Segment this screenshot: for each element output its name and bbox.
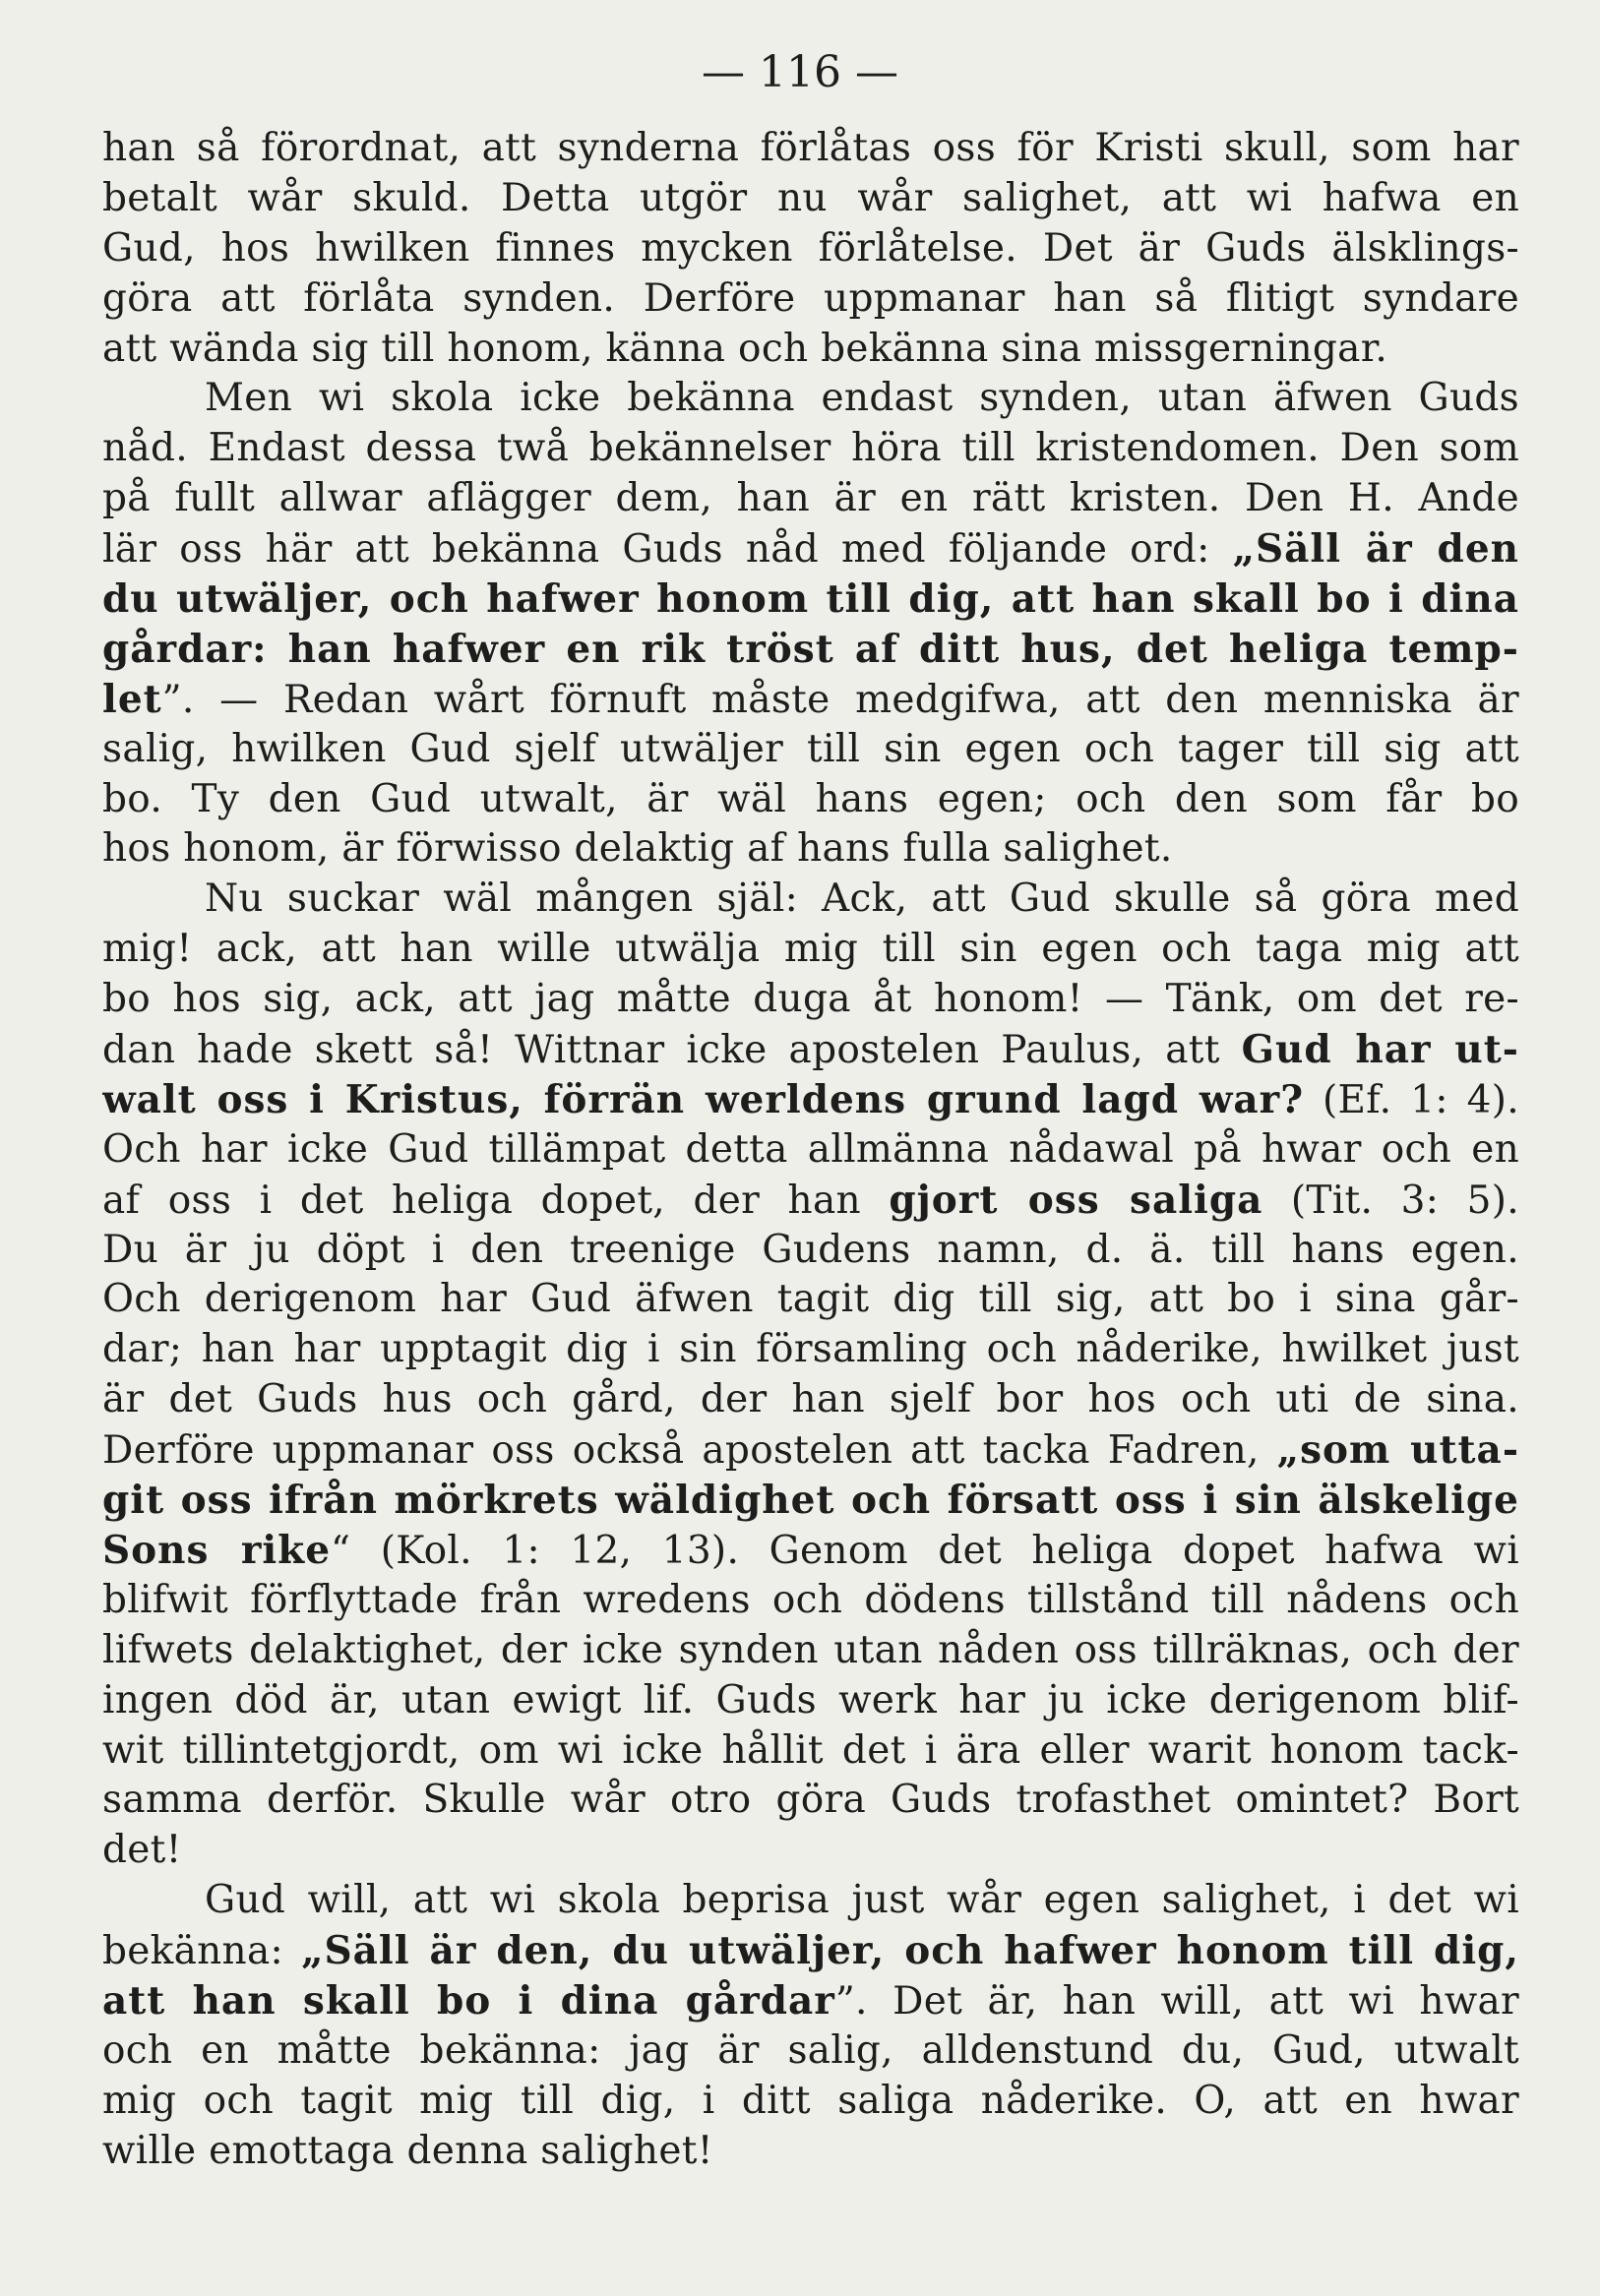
text-line <box>102 1876 1519 1926</box>
text-line <box>102 1176 1519 1226</box>
text-run: dar; han har upptagit dig i sin församling och nåderike, hwilket just <box>102 1327 1519 1372</box>
text-line <box>102 775 1519 825</box>
bold-quote: „som utta- <box>1276 1427 1519 1474</box>
bold-quote: Gud har ut- <box>1241 1027 1519 1073</box>
text-run: mig! ack, att han wille utwälja mig till sin egen och taga mig att <box>102 927 1519 972</box>
text-line <box>102 1926 1519 1976</box>
text-line <box>102 875 1519 925</box>
text-run: af oss i det heliga dopet, der han <box>102 1178 890 1223</box>
text-line <box>102 975 1519 1025</box>
text-run: Derföre uppmanar oss också apostelen att tacka Fadren, <box>102 1428 1277 1474</box>
text-line <box>102 1826 1519 1876</box>
text-line <box>102 2026 1519 2077</box>
text-line <box>102 1526 1519 1576</box>
text-run: lär oss här att bekänna Guds nåd med följande ord: <box>102 527 1233 573</box>
bold-quote: gårdar: han hafwer en rik tröst af ditt hus, det heliga temp- <box>102 626 1519 672</box>
text-line <box>102 574 1519 625</box>
bold-quote: walt oss i Kristus, förrän werldens grund lagd war? <box>102 1076 1305 1122</box>
paragraph <box>102 374 1519 875</box>
text-run: blifwit förflyttade från wredens och dödens tillstånd till nådens och <box>102 1577 1519 1622</box>
text-run: lifwets delaktighet, der icke synden utan nåden oss tillräknas, och der <box>102 1627 1519 1672</box>
text-run: mig och tagit mig till dig, i ditt saliga nåderike. O, att en hwar <box>102 2078 1519 2123</box>
text-run: ingen död är, utan ewigt lif. Guds werk har ju icke derigenom blif- <box>102 1677 1519 1722</box>
text-line <box>102 1075 1519 1125</box>
text-line <box>102 424 1519 474</box>
text-run: Du är ju döpt i den treenige Gudens namn, d. ä. till hans egen. <box>102 1227 1519 1272</box>
text-line <box>102 1726 1519 1777</box>
text-run: att wända sig till honom, känna och bekänna sina missgerningar. <box>102 326 1388 371</box>
text-run: ”. — Redan wårt förnuft måste medgifwa, att den menniska är <box>161 677 1519 722</box>
text-run: Men wi skola icke bekänna endast synden, utan äfwen Guds <box>205 376 1519 421</box>
text-line <box>102 1226 1519 1276</box>
text-line <box>102 1776 1519 1826</box>
text-line <box>102 2077 1519 2127</box>
text-line <box>102 675 1519 725</box>
bold-quote: gjort oss saliga <box>889 1177 1263 1223</box>
text-run: bo hos sig, ack, att jag måtte duga åt honom! — Tänk, om det re- <box>102 977 1519 1022</box>
text-run: wit tillintetgjordt, om wi icke hållit det i ära eller warit honom tack- <box>102 1727 1519 1773</box>
text-line <box>102 325 1519 375</box>
text-run: wille emottaga denna salighet! <box>102 2128 713 2173</box>
text-line <box>102 174 1519 224</box>
paragraph <box>102 124 1519 374</box>
text-run: Gud, hos hwilken finnes mycken förlåtelse. Det är Guds älsklings- <box>102 225 1519 271</box>
text-run: Nu suckar wäl mången själ: Ack, att Gud skulle så göra med <box>205 876 1519 922</box>
text-line <box>102 1425 1519 1476</box>
text-run: dan hade skett så! Wittnar icke apostelen Paulus, att <box>102 1028 1242 1073</box>
bold-quote: Sons rike <box>102 1527 332 1573</box>
text-run: (Tit. 3: 5). <box>1262 1178 1519 1223</box>
page-number: — 116 — <box>702 47 898 97</box>
text-line <box>102 474 1519 524</box>
text-run: Och derigenom har Gud äfwen tagit dig till sig, att bo i sina går- <box>102 1277 1519 1322</box>
text-line <box>102 224 1519 274</box>
text-run: på fullt allwar aflägger dem, han är en rätt kristen. Den H. Ande <box>102 476 1519 521</box>
text-line <box>102 625 1519 675</box>
text-run: han så förordnat, att synderna förlåtas oss för Kristi skull, som har <box>102 126 1519 170</box>
text-line <box>102 1676 1519 1726</box>
text-line <box>102 2127 1519 2177</box>
text-run: hos honom, är förwisso delaktig af hans fulla salighet. <box>102 826 1173 872</box>
text-run: bekänna: <box>102 1929 302 1974</box>
bold-quote: git oss ifrån mörkrets wäldighet och försatt oss i sin älskelige <box>102 1478 1519 1524</box>
text-run: bo. Ty den Gud utwalt, är wäl hans egen; och den som får bo <box>102 776 1519 821</box>
text-run: (Ef. 1: 4). <box>1304 1077 1519 1122</box>
text-run: det! <box>102 1828 182 1873</box>
text-line <box>102 824 1519 875</box>
text-line <box>102 524 1519 574</box>
bold-quote: du utwäljer, och hafwer honom till dig, att han skall bo i dina <box>102 576 1519 623</box>
text-line <box>102 1125 1519 1176</box>
text-run: Och har icke Gud tillämpat detta allmänna nådawal på hwar och en <box>102 1126 1519 1172</box>
text-line <box>102 1976 1519 2026</box>
text-line <box>102 124 1519 174</box>
text-run: samma derför. Skulle wår otro göra Guds trofasthet omintet? Bort <box>102 1778 1519 1823</box>
text-line <box>102 1476 1519 1526</box>
text-run: och en måtte bekänna: jag är salig, alldenstund du, Gud, utwalt <box>102 2027 1519 2073</box>
bold-quote: „Säll är den, du utwäljer, och hafwer honom till dig, <box>301 1928 1519 1974</box>
text-line <box>102 1626 1519 1676</box>
text-line <box>102 1576 1519 1626</box>
text-line <box>102 1325 1519 1375</box>
text-run: ”. Det är, han will, att wi hwar <box>834 1978 1519 2024</box>
text-run: betalt wår skuld. Detta utgör nu wår salighet, att wi hafwa en <box>102 175 1519 220</box>
text-line <box>102 1025 1519 1075</box>
bold-quote: att han skall bo i dina gårdar <box>102 1977 835 2024</box>
text-line <box>102 374 1519 424</box>
text-run: “ (Kol. 1: 12, 13). Genom det heliga dopet hafwa wi <box>331 1528 1519 1573</box>
text-run: göra att förlåta synden. Derföre uppmanar han så flitigt syndare <box>102 275 1519 321</box>
text-run: Gud will, att wi skola beprisa just wår egen salighet, i det wi <box>205 1878 1519 1923</box>
bold-quote: let <box>102 676 162 722</box>
text-line <box>102 925 1519 975</box>
text-run: salig, hwilken Gud sjelf utwäljer till sin egen och tager till sig att <box>102 726 1519 771</box>
text-run: är det Guds hus och gård, der han sjelf bor hos och uti de sina. <box>102 1377 1519 1422</box>
text-line <box>102 1275 1519 1325</box>
page-body <box>102 124 1519 2177</box>
text-run: nåd. Endast dessa twå bekännelser höra till kristendomen. Den som <box>102 426 1519 471</box>
paragraph <box>102 1876 1519 2176</box>
text-line <box>102 1375 1519 1425</box>
bold-quote: „Säll är den <box>1232 526 1519 573</box>
text-line <box>102 274 1519 325</box>
paragraph <box>102 875 1519 1876</box>
text-line <box>102 725 1519 775</box>
